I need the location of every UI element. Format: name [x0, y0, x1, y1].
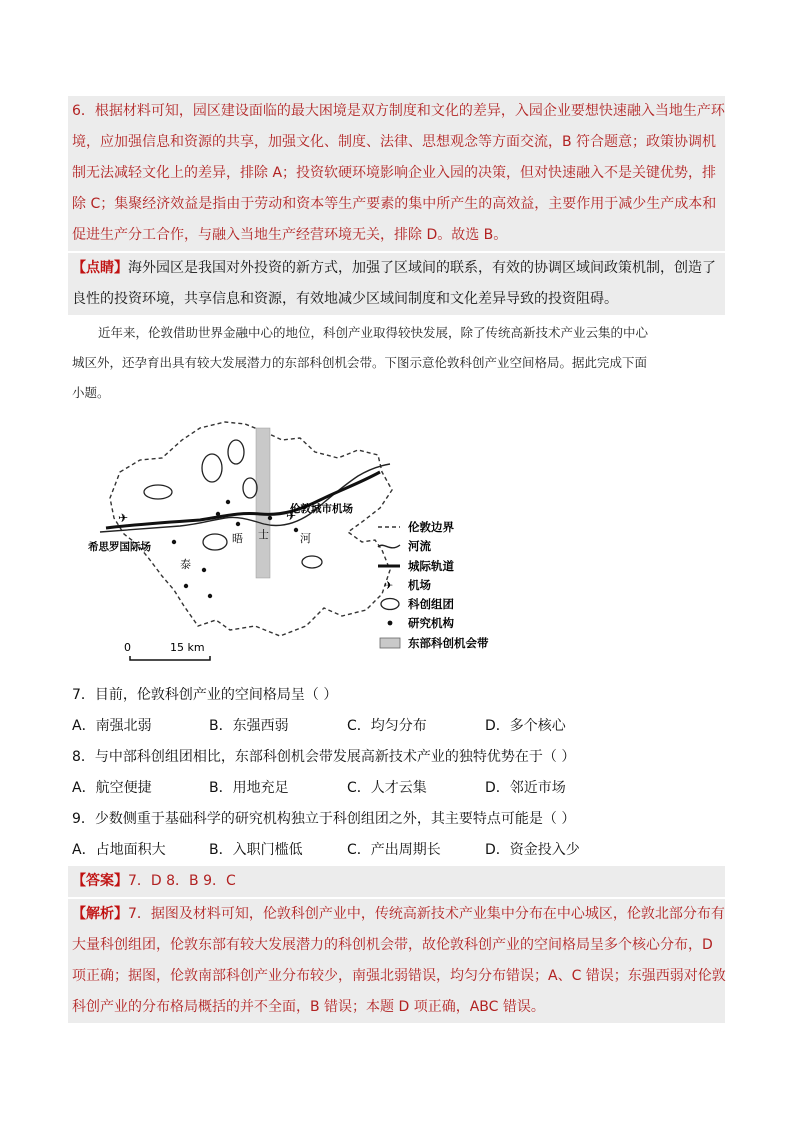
- dianjing-tag: 【点睛】: [72, 260, 128, 276]
- explanation-6: [68, 96, 725, 251]
- question-8-stem: 8．与中部科创组团相比，东部科创机会带发展高新技术产业的独特优势在于（ ）: [72, 749, 576, 765]
- passage-line: 近年来，伦敦借助世界金融中心的地位，科创产业取得较快发展，除了传统高新技术产业云集的中心: [98, 325, 649, 340]
- explanation-line: 境，应加强信息和资源的共享，加强文化、制度、法律、思想观念等方面交流，B 符合题意；政策协调机: [72, 134, 717, 150]
- answer-line: [68, 866, 725, 897]
- answer-text: 7．D 8．B 9．C: [128, 873, 236, 889]
- explanation-line: 6．根据材料可知，园区建设面临的最大困境是双方制度和文化的差异，入园企业要想快速融入当地生产环: [72, 103, 725, 119]
- question-7-stem: 7．目前，伦敦科创产业的空间格局呈（ ）: [72, 687, 338, 703]
- analysis-line: 科创产业的分布格局概括的并不全面，B 错误；本题 D 项正确，ABC 错误。: [72, 999, 545, 1015]
- belt-icon: [380, 638, 400, 648]
- dianjing-line: 良性的投资环境，共享信息和资源，有效地减少区域间制度和文化差异导致的投资阻碍。: [72, 291, 618, 307]
- city-airport-label: 伦敦城市机场: [290, 503, 353, 515]
- question-7-option: D．多个核心: [485, 718, 566, 734]
- analysis-line: 项正确；据图，伦敦南部科创产业分布较少，南强北弱错误，均匀分布错误；A、C 错误；东强西弱对伦敦: [72, 968, 726, 984]
- dianjing-line: [68, 253, 725, 284]
- scale-bar: [130, 656, 210, 660]
- explanation-line: 促进生产分工合作，与融入当地生产经营环境无关，排除 D。故选 B。: [72, 227, 508, 243]
- airport-icon: ✈: [384, 579, 394, 592]
- airport-icon: ✈: [286, 509, 297, 523]
- london-map-figure: [88, 410, 540, 668]
- question-9-option: A．占地面积大: [72, 842, 166, 858]
- intercity-rail: [106, 472, 380, 528]
- tech-cluster: [202, 454, 222, 482]
- river-label: 河: [300, 532, 311, 545]
- question-7-option: A．南强北弱: [72, 718, 152, 734]
- legend-label: 研究机构: [408, 616, 454, 630]
- legend-label: 科创组团: [408, 597, 454, 611]
- heathrow-label: 希思罗国际场: [88, 541, 151, 553]
- tech-cluster: [243, 478, 257, 498]
- tai-label: 泰: [180, 558, 191, 571]
- question-8-option: A．航空便捷: [72, 780, 152, 796]
- dianjing-block: [68, 253, 725, 315]
- passage-line: 小题。: [72, 385, 110, 400]
- question-9-stem: 9．少数侧重于基础科学的研究机构独立于科创组团之外，其主要特点可能是（ ）: [72, 811, 576, 827]
- river-icon: [378, 545, 400, 548]
- analysis-line: [68, 899, 725, 930]
- tech-cluster: [228, 440, 244, 464]
- answer-block: [68, 866, 725, 897]
- scale-zero: 0: [124, 641, 131, 654]
- legend-label: 河流: [408, 539, 431, 553]
- scale-distance: 15 km: [170, 641, 205, 654]
- question-9-option: D．资金投入少: [485, 842, 580, 858]
- question-7-option: B．东强西弱: [209, 718, 289, 734]
- map-legend: [378, 520, 489, 650]
- explanation-line: 除 C；集聚经济效益是指由于劳动和资本等生产要素的集中所产生的高效益，主要作用于减少生产成本和: [72, 196, 717, 212]
- east-opportunity-belt: [256, 428, 270, 578]
- legend-label: 城际轨道: [408, 559, 454, 573]
- analysis-block: [68, 899, 725, 1023]
- river-label: 士: [258, 528, 269, 541]
- legend-label: 机场: [408, 578, 431, 592]
- question-8-option: B．用地充足: [209, 780, 289, 796]
- analysis-tag: 【解析】: [72, 906, 128, 922]
- tech-cluster: [144, 485, 172, 499]
- tech-cluster: [302, 556, 322, 568]
- question-8-option: C．人才云集: [347, 780, 427, 796]
- question-7-option: C．均匀分布: [347, 718, 427, 734]
- airport-icon: ✈: [118, 511, 129, 525]
- dianjing-text: 海外园区是我国对外投资的新方式，加强了区域间的联系，有效的协调区域间政策机制，创造了: [128, 260, 716, 276]
- tech-cluster: [203, 534, 227, 550]
- passage-line: 城区外，还孕育出具有较大发展潜力的东部科创机会带。下图示意伦敦科创产业空间格局。据此完成下面: [72, 355, 648, 370]
- cluster-icon: [381, 599, 399, 610]
- answer-tag: 【答案】: [72, 873, 128, 889]
- explanation-line: 制无法减轻文化上的差异，排除 A；投资软硬环境影响企业入园的决策，但对快速融入不是关键优势，排: [72, 165, 717, 181]
- dot-icon: [388, 621, 393, 626]
- analysis-line: 大量科创组团，伦敦东部有较大发展潜力的科创机会带，故伦敦科创产业的空间格局呈多个核心分布，D: [72, 937, 713, 953]
- legend-label: 东部科创机会带: [408, 636, 489, 650]
- question-9-option: B．入职门槛低: [209, 842, 303, 858]
- legend-label: 伦敦边界: [408, 520, 454, 534]
- question-9-option: C．产出周期长: [347, 842, 441, 858]
- london-boundary: [110, 422, 392, 636]
- river-label: 晤: [232, 532, 243, 545]
- question-8-option: D．邻近市场: [485, 780, 566, 796]
- thames-river: [100, 464, 390, 532]
- analysis-text: 7．据图及材料可知，伦敦科创产业中，传统高新技术产业集中分布在中心城区，伦敦北部分布有: [128, 906, 725, 922]
